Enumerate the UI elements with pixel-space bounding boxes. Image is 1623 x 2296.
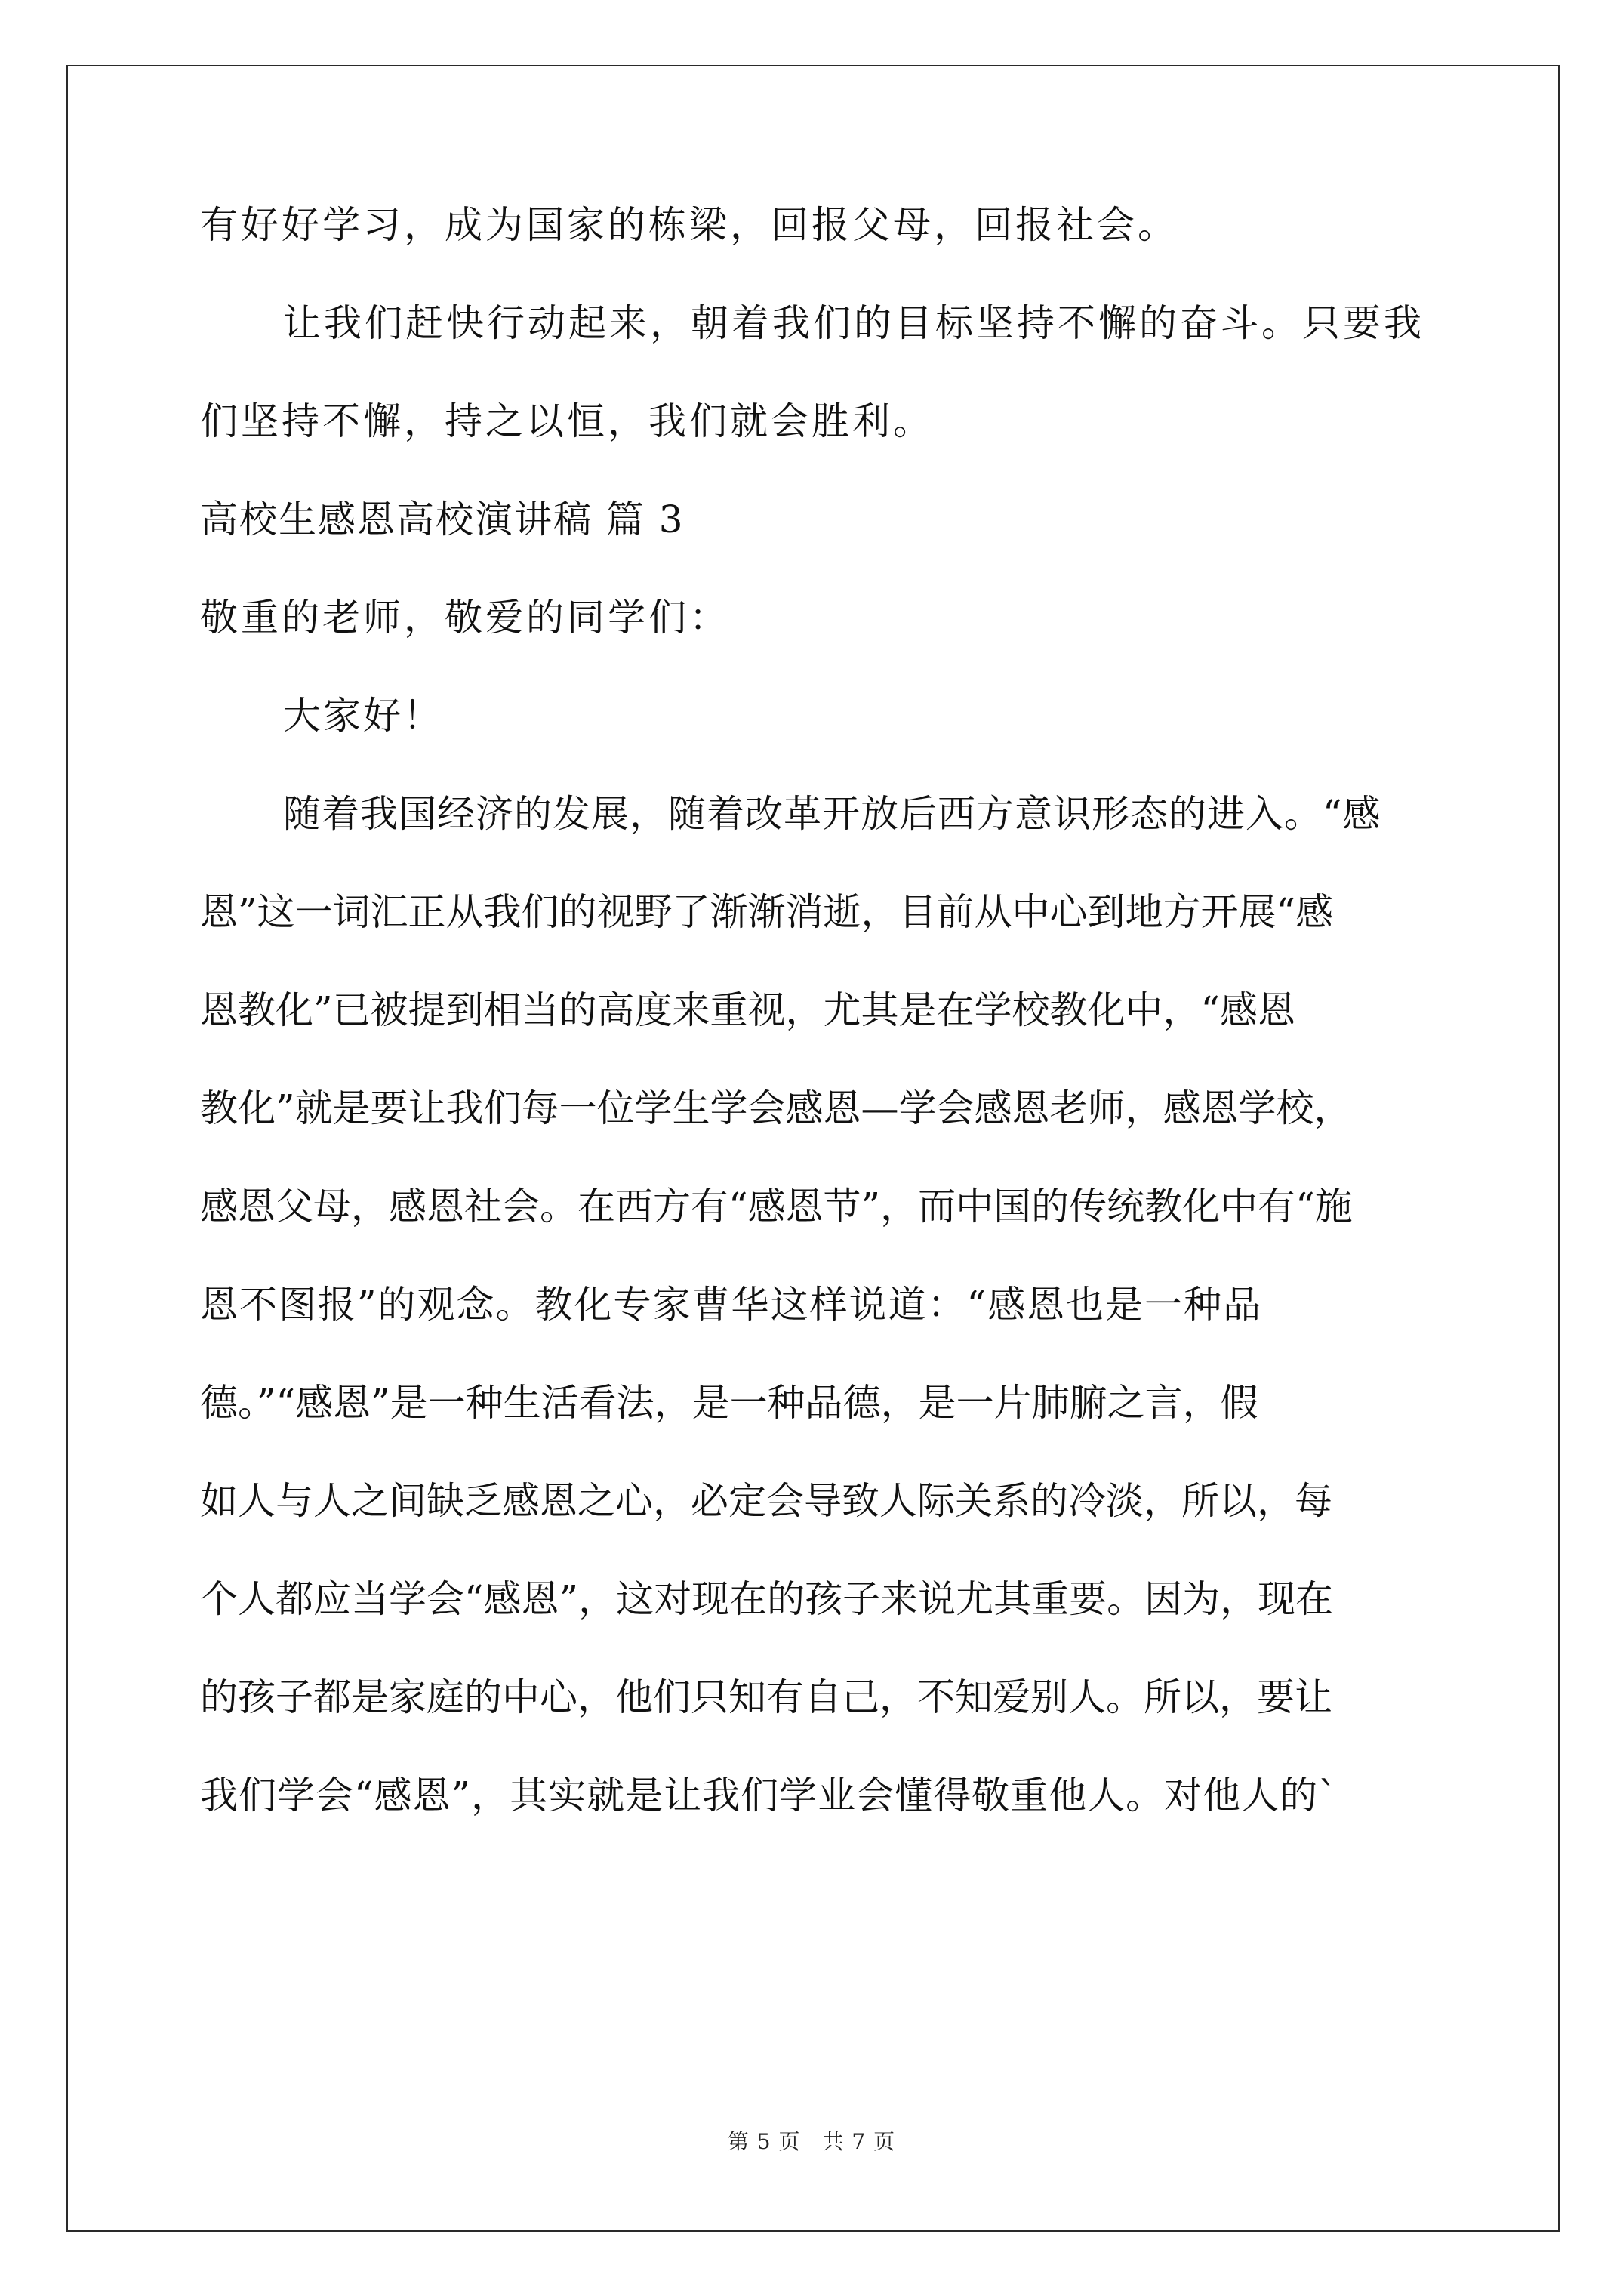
paragraph-line: 我们学会“感恩”，其实就是让我们学业会懂得敬重他人。对他人的` [200, 1774, 1338, 1817]
paragraph-line: 让我们赶快行动起来，朝着我们的目标坚持不懈的奋斗。只要我 [283, 301, 1424, 345]
section-heading: 高校生感恩高校演讲稿 篇 3 [200, 498, 685, 541]
paragraph-line: 如人与人之间缺乏感恩之心，必定会导致人际关系的冷淡，所以，每 [200, 1479, 1332, 1523]
paragraph-line: 感恩父母，感恩社会。在西方有“感恩节”，而中国的传统教化中有“施 [200, 1185, 1353, 1228]
page-border [66, 65, 1560, 2232]
paragraph-line: 个人都应当学会“感恩”，这对现在的孩子来说尤其重要。因为，现在 [200, 1577, 1334, 1621]
paragraph-line: 教化”就是要让我们每一位学生学会感恩—学会感恩老师，感恩学校， [200, 1086, 1352, 1130]
paragraph-line: 的孩子都是家庭的中心，他们只知有自己，不知爱别人。所以，要让 [200, 1675, 1332, 1719]
paragraph-line: 恩”这一词汇正从我们的视野了渐渐消逝，目前从中心到地方开展“感 [200, 890, 1334, 934]
paragraph-line: 们坚持不懈，持之以恒，我们就会胜利。 [200, 399, 934, 443]
paragraph-line: 恩教化”已被提到相当的高度来重视，尤其是在学校教化中，“感恩 [200, 988, 1296, 1032]
salutation: 敬重的老师，敬爱的同学们： [200, 596, 730, 639]
greeting: 大家好！ [283, 694, 443, 738]
paragraph-line: 随着我国经济的发展，随着改革开放后西方意识形态的进入。“感 [283, 792, 1381, 836]
paragraph-line: 德。”“感恩”是一种生活看法，是一种品德，是一片肺腑之言，假 [200, 1381, 1258, 1425]
paragraph-line: 恩不图报”的观念。教化专家曹华这样说道：“感恩也是一种品 [200, 1283, 1263, 1327]
page-number: 第 5 页 共 7 页 [727, 2129, 896, 2154]
paragraph-line: 有好好学习，成为国家的栋梁，回报父母，回报社会。 [200, 203, 1178, 247]
